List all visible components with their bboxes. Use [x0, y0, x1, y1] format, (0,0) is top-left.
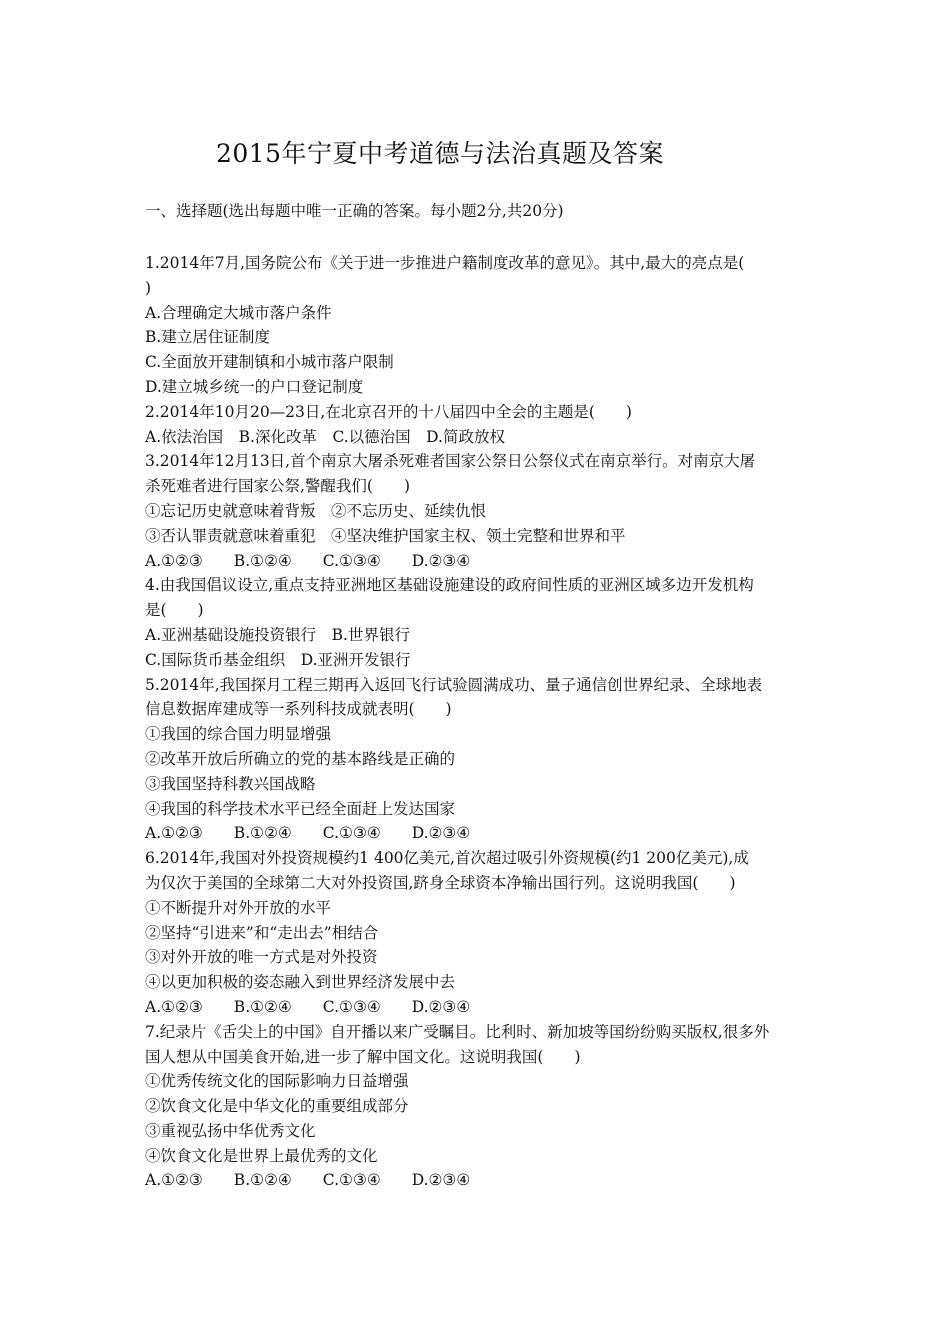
- text-line: C.全面放开建制镇和小城市落户限制: [145, 353, 394, 372]
- text-line: A.①②③ B.①②④ C.①③④ D.②③④: [145, 997, 471, 1016]
- text-line: A.亚洲基础设施投资银行 B.世界银行: [145, 625, 410, 644]
- text-line: B.建立居住证制度: [145, 328, 270, 347]
- text-line: 5.2014年,我国探月工程三期再入返回飞行试验圆满成功、量子通信创世界纪录、全球地表: [145, 675, 763, 694]
- question-list: [145, 251, 810, 1193]
- text-line: ③我国坚持科教兴国战略: [145, 774, 316, 793]
- text-line: 1.2014年7月,国务院公布《关于进一步推进户籍制度改革的意见》。其中,最大的亮点是(: [145, 254, 745, 272]
- text-line: ②饮食文化是中华文化的重要组成部分: [145, 1097, 409, 1116]
- text-line: A.合理确定大城市落户条件: [145, 303, 332, 322]
- text-line: ②改革开放后所确立的党的基本路线是正确的: [145, 749, 456, 768]
- text-line: 信息数据库建成等一系列科技成就表明( ): [145, 700, 452, 719]
- text-line: 为仅次于美国的全球第二大对外投资国,跻身全球资本净输出国行列。这说明我国( ): [145, 873, 736, 892]
- text-line: ③否认罪责就意味着重犯 ④坚决维护国家主权、领土完整和世界和平: [145, 526, 626, 545]
- text-line: D.建立城乡统一的户口登记制度: [145, 377, 364, 396]
- text-line: ④我国的科学技术水平已经全面赶上发达国家: [145, 799, 456, 818]
- text-line: 杀死难者进行国家公祭,警醒我们( ): [145, 477, 411, 496]
- text-line: ④以更加积极的姿态融入到世界经济发展中去: [145, 973, 456, 992]
- text-line: C.国际货币基金组织 D.亚洲开发银行: [145, 650, 411, 669]
- text-line: 7.纪录片《舌尖上的中国》自开播以来广受瞩目。比利时、新加坡等国纷纷购买版权,很多外: [145, 1022, 770, 1041]
- text-line: ①优秀传统文化的国际影响力日益增强: [145, 1072, 409, 1091]
- text-line: 3.2014年12月13日,首个南京大屠杀死难者国家公祭日公祭仪式在南京举行。对南京大屠: [145, 452, 756, 471]
- text-line: ①忘记历史就意味着背叛 ②不忘历史、延续仇恨: [145, 501, 487, 520]
- page-title: 2015年宁夏中考道德与法治真题及答案: [215, 139, 665, 168]
- text-line: A.依法治国 B.深化改革 C.以德治国 D.简政放权: [145, 427, 505, 446]
- text-line: 是( ): [145, 601, 204, 620]
- text-line: 国人想从中国美食开始,进一步了解中国文化。这说明我国( ): [145, 1047, 581, 1066]
- text-line: 6.2014年,我国对外投资规模约1 400亿美元,首次超过吸引外资规模(约1 200亿美元),成: [145, 849, 749, 868]
- text-line: A.①②③ B.①②④ C.①③④ D.②③④: [145, 1171, 471, 1190]
- text-line: ②坚持“引进来”和“走出去”相结合: [145, 923, 379, 942]
- text-line: 4.由我国倡议设立,重点支持亚洲地区基础设施建设的政府间性质的亚洲区域多边开发机构: [145, 576, 754, 595]
- text-line: 2.2014年10月20—23日,在北京召开的十八届四中全会的主题是( ): [145, 402, 632, 421]
- text-line: ①我国的综合国力明显增强: [145, 725, 332, 744]
- text-line: ): [145, 278, 152, 297]
- text-line: A.①②③ B.①②④ C.①③④ D.②③④: [145, 824, 471, 843]
- text-line: ③对外开放的唯一方式是对外投资: [145, 948, 378, 967]
- text-line: ④饮食文化是世界上最优秀的文化: [145, 1146, 378, 1165]
- text-line: A.①②③ B.①②④ C.①③④ D.②③④: [145, 551, 471, 570]
- text-line: ①不断提升对外开放的水平: [145, 898, 332, 917]
- text-line: ③重视弘扬中华优秀文化: [145, 1121, 316, 1140]
- section-heading: 一、选择题(选出每题中唯一正确的答案。每小题2分,共20分): [145, 202, 564, 220]
